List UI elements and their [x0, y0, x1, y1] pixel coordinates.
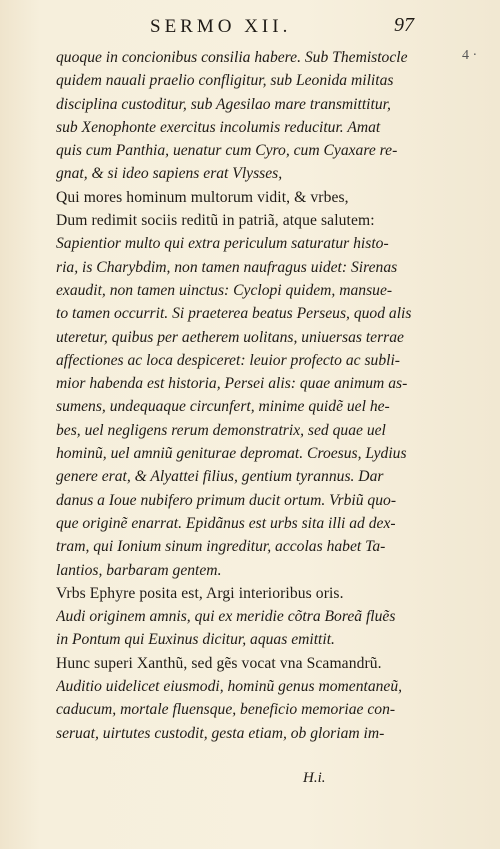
- text-line: tram, qui Ionium sinum ingreditur, accolas habet Ta-: [56, 538, 386, 556]
- text-line: Vrbs Ephyre posita est, Argi interioribus oris.: [56, 584, 344, 602]
- text-line: genere erat, & Alyattei filius, gentium tyrannus. Dar: [56, 468, 384, 486]
- text-line: disciplina custoditur, sub Agesilao mare transmittitur,: [56, 95, 391, 113]
- text-line: affectiones ac loca despiceret: leuior profecto ac subli-: [56, 351, 400, 369]
- text-line: quis cum Panthia, uenatur cum Cyro, cum Cyaxare re-: [56, 142, 398, 160]
- text-line: Audi originem amnis, qui ex meridie cõtra Boreã fluẽs: [56, 608, 396, 626]
- body-text: [56, 46, 460, 745]
- text-line: Dum redimit sociis reditũ in patriã, atque salutem:: [56, 212, 375, 230]
- text-line: que originẽ enarrat. Epidãnus est urbs sita illi ad dex-: [56, 514, 396, 532]
- text-line: caducum, mortale fluensque, beneficio memoriae con-: [56, 701, 396, 719]
- text-line: Sapientior multo qui extra periculum saturatur histo-: [56, 235, 389, 253]
- text-line: uteretur, quibus per aetherem uolitans, uniuersas terrae: [56, 328, 404, 346]
- text-line: danus a Ioue nubifero primum ducit ortum. Vrbiũ quo-: [56, 491, 397, 509]
- margin-note: 4 ·: [462, 48, 478, 63]
- text-line: mior habenda est historia, Persei alis: quae animum as-: [56, 375, 408, 393]
- text-line: quoque in concionibus consilia habere. Sub Themistocle: [56, 49, 408, 66]
- text-line: sub Xenophonte exercitus incolumis reducitur. Amat: [56, 118, 381, 136]
- page-header: [0, 10, 500, 44]
- text-line: quidem nauali praelio confligitur, sub Leonida militas: [56, 72, 394, 90]
- text-line: gnat, & si ideo sapiens erat Vlysses,: [56, 165, 283, 183]
- text-line: hominũ, uel amniũ geniturae depromat. Croesus, Lydius: [56, 445, 407, 463]
- text-line: bes, uel negligens rerum demonstratrix, sed quae uel: [56, 421, 386, 439]
- page-number: 97: [394, 14, 414, 36]
- text-line: sumens, undequaque circunfert, minime quidẽ uel he-: [56, 398, 390, 416]
- text-line: Auditio uidelicet eiusmodi, hominũ genus momentaneũ,: [56, 678, 403, 696]
- text-line: seruat, uirtutes custodit, gesta etiam, ob gloriam im-: [56, 724, 385, 742]
- text-line: to tamen occurrit. Si praeterea beatus Perseus, quod alis: [56, 305, 412, 323]
- text-line: lantios, barbaram gentem.: [56, 561, 222, 579]
- text-line: exaudit, non tamen uinctus: Cyclopi quidem, mansue-: [56, 281, 393, 299]
- text-line: Hunc superi Xanthũ, sed gẽs vocat vna Scamandrũ.: [56, 654, 382, 672]
- signature-mark: H.i.: [303, 770, 326, 786]
- text-line: in Pontum qui Euxinus dicitur, aquas emittit.: [56, 631, 335, 649]
- text-line: ria, is Charybdim, non tamen naufragus uidet: Sirenas: [56, 258, 398, 276]
- running-title: SERMO XII.: [150, 16, 292, 37]
- text-line: Qui mores hominum multorum vidit, & vrbes,: [56, 188, 349, 206]
